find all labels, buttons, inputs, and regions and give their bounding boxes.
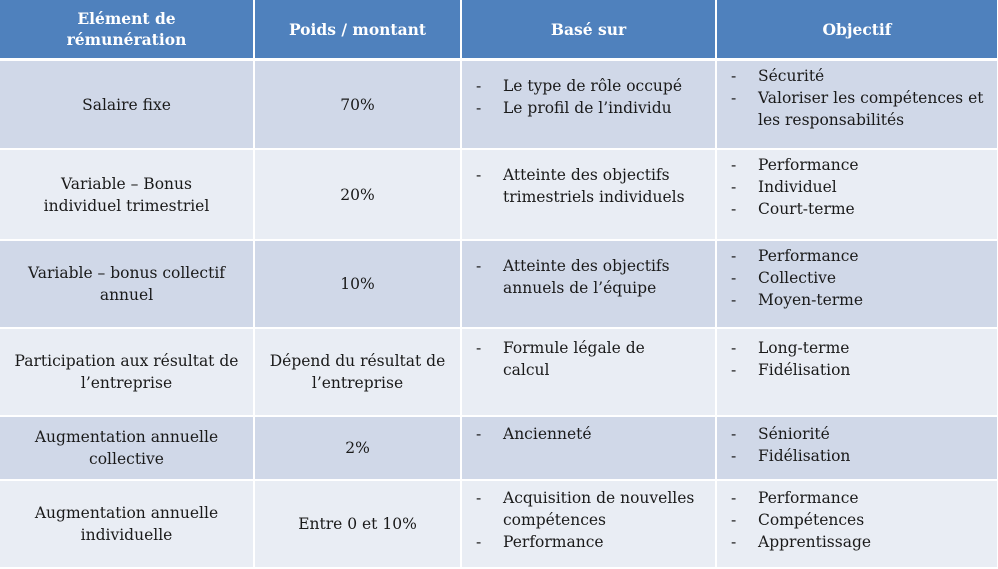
- table-row: [0, 480, 997, 568]
- table-row: [0, 240, 997, 328]
- cell-objectif: [716, 480, 997, 568]
- list-item: - Fidélisation: [725, 359, 989, 381]
- cell-poids: 20%: [254, 149, 461, 240]
- cell-element: Variable – bonus collectif annuel: [0, 240, 254, 328]
- list-item: - Acquisition de nouvelles compétences: [470, 487, 707, 531]
- cell-base: [461, 60, 716, 150]
- cell-element: Participation aux résultat de l’entreprise: [0, 328, 254, 416]
- list-item: - Performance: [725, 487, 989, 509]
- cell-objectif: [716, 240, 997, 328]
- cell-base: [461, 240, 716, 328]
- header-base: Basé sur: [461, 0, 716, 60]
- cell-poids: 70%: [254, 60, 461, 150]
- cell-poids: Dépend du résultat de l’entreprise: [254, 328, 461, 416]
- cell-element: Salaire fixe: [0, 60, 254, 150]
- header-objectif: Objectif: [716, 0, 997, 60]
- list-item: - Performance: [470, 531, 707, 553]
- list-item: - Long-terme: [725, 337, 989, 359]
- table-header-row: [0, 0, 997, 60]
- list-item: - Individuel: [725, 176, 989, 198]
- table-row: [0, 416, 997, 480]
- header-poids: Poids / montant: [254, 0, 461, 60]
- list-item: - Performance: [725, 154, 989, 176]
- list-item: - Le type de rôle occupé: [470, 75, 707, 97]
- list-item: - Apprentissage: [725, 531, 989, 553]
- cell-poids: 10%: [254, 240, 461, 328]
- list-item: - Fidélisation: [725, 445, 989, 467]
- table-row: [0, 60, 997, 150]
- cell-poids: Entre 0 et 10%: [254, 480, 461, 568]
- cell-base: [461, 149, 716, 240]
- cell-base: [461, 416, 716, 480]
- cell-element: Augmentation annuelle collective: [0, 416, 254, 480]
- list-item: - Formule légale de calcul: [470, 337, 707, 381]
- list-item: - Atteinte des objectifs annuels de l’équipe: [470, 255, 707, 299]
- list-item: - Collective: [725, 267, 989, 289]
- header-element: Elément de rémunération: [0, 0, 254, 60]
- cell-element: Augmentation annuelle individuelle: [0, 480, 254, 568]
- list-item: - Sécurité: [725, 65, 989, 87]
- cell-base: [461, 480, 716, 568]
- cell-objectif: [716, 60, 997, 150]
- list-item: - Le profil de l’individu: [470, 97, 707, 119]
- table-row: [0, 328, 997, 416]
- list-item: - Court-terme: [725, 198, 989, 220]
- list-item: - Compétences: [725, 509, 989, 531]
- cell-objectif: [716, 416, 997, 480]
- cell-element: Variable – Bonus individuel trimestriel: [0, 149, 254, 240]
- list-item: - Ancienneté: [470, 423, 707, 445]
- cell-poids: 2%: [254, 416, 461, 480]
- cell-objectif: [716, 328, 997, 416]
- list-item: - Moyen-terme: [725, 289, 989, 311]
- list-item: - Performance: [725, 245, 989, 267]
- list-item: - Séniorité: [725, 423, 989, 445]
- table-row: [0, 149, 997, 240]
- list-item: - Valoriser les compétences et les responsabilités: [725, 87, 989, 131]
- cell-base: [461, 328, 716, 416]
- list-item: - Atteinte des objectifs trimestriels individuels: [470, 164, 707, 208]
- cell-objectif: [716, 149, 997, 240]
